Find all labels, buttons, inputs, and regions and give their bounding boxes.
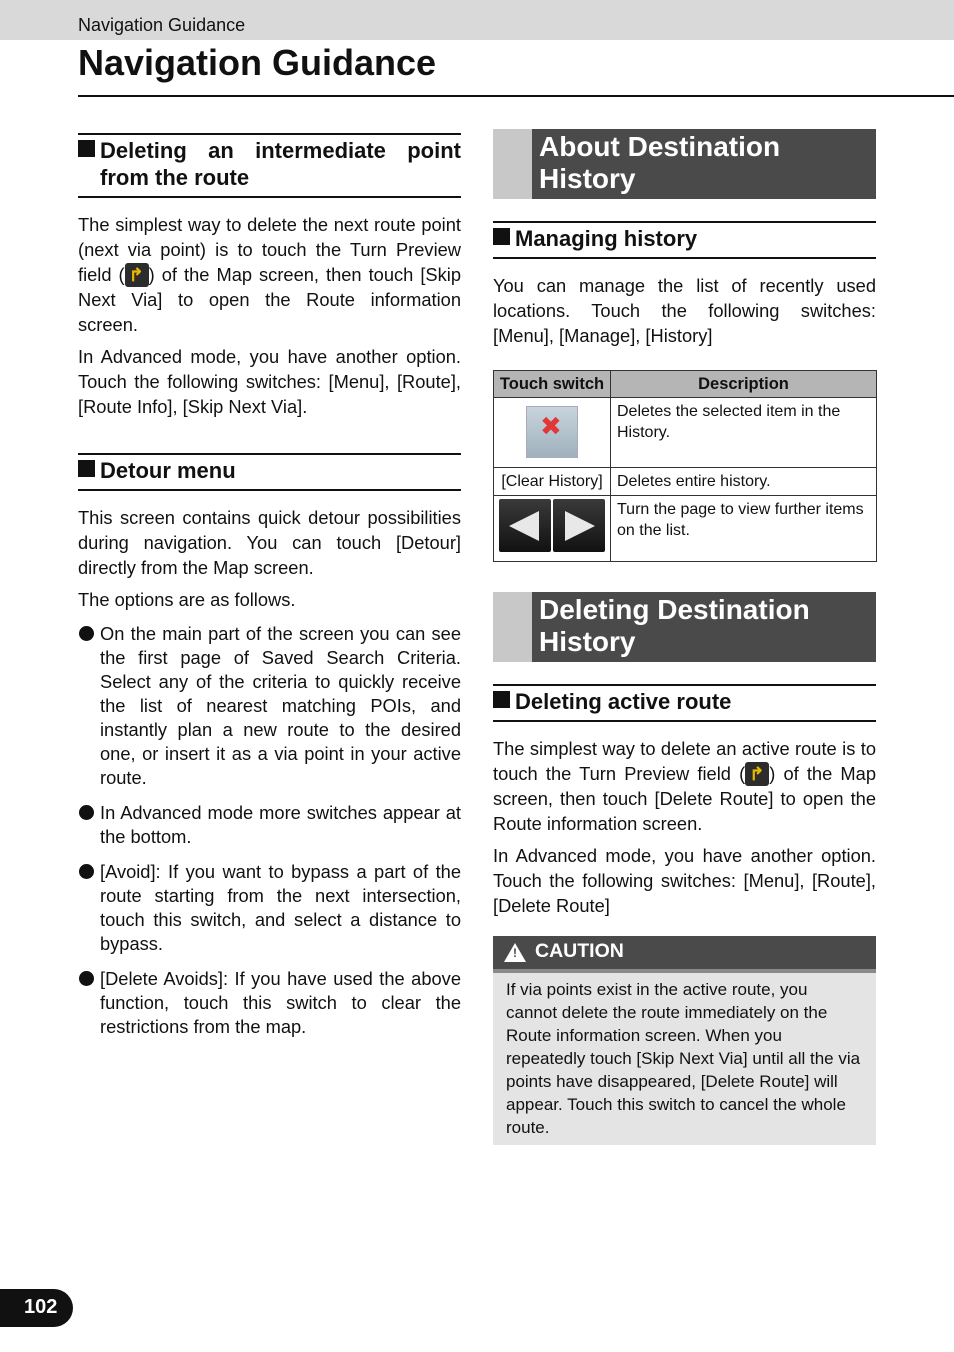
paragraph: In Advanced mode, you have another option. Touch the following switches: [Menu], [Route], [Delete Route] [493,845,876,916]
square-bullet-icon [78,140,95,157]
paragraph: You can manage the list of recently used locations. Touch the following switches: [Menu], [Manage], [History] [493,275,876,346]
detour-options-list [78,622,461,1039]
list-item: [Delete Avoids]: If you have used the above function, touch this switch to clear the restrictions from the map. [78,967,461,1039]
square-bullet-icon [493,228,510,245]
paragraph: The simplest way to delete an active route is to touch the Turn Preview field (↱ ) of the Map screen, then touch [Delete Route] to open the Route information screen. [493,736,876,836]
bullet-dot-icon [79,971,94,986]
table-header: Description [611,371,877,398]
table-row: [Clear History] Deletes entire history. [494,468,877,496]
title-rule [78,95,954,97]
left-column [78,133,461,1039]
turn-preview-icon [125,263,149,287]
square-bullet-icon [493,691,510,708]
table-row: ✖ Deletes the selected item in the History. [494,398,877,468]
page-number: 102 [0,1289,73,1327]
paragraph: The simplest way to delete the next route point (next via point) is to touch the Turn Preview field (↱ ) of the Map screen, then touch [Skip Next Via] to open the Route information screen. [78,212,461,337]
table-header: Touch switch [494,371,611,398]
paragraph: This screen contains quick detour possibilities during navigation. You can touch [Detour] directly from the Map screen. [78,507,461,578]
delete-x-icon [526,406,578,458]
page-title: Navigation Guidance [78,42,437,83]
arrow-right-icon [553,499,605,552]
table-row: Turn the page to view further items on the list. [494,496,877,562]
section-banner-about-history: About Destination History [493,129,876,199]
running-header [0,0,954,40]
list-item: [Avoid]: If you want to bypass a part of the route starting from the next intersection, touch this switch, and select a distance to bypass. [78,860,461,956]
bullet-dot-icon [79,805,94,820]
caution-label: CAUTION [535,940,624,962]
caution-text: If via points exist in the active route, you cannot delete the route immediately on the Route information screen. When you repeatedly touch [Skip Next Via] until all the via points have disappeared, [Delete Route] will appear. Touch this switch to cancel the whole route. [493,973,876,1145]
arrow-left-icon [499,499,551,552]
running-title: Navigation Guidance [78,15,246,35]
square-bullet-icon [78,460,95,477]
caution-box [493,936,876,1145]
right-column [493,129,876,1145]
section-heading-managing-history: Managing history [493,221,876,259]
paragraph: The options are as follows. [78,589,296,610]
touch-switch-table [493,370,877,562]
section-heading-detour-menu: Detour menu [78,453,461,491]
section-banner-deleting-history: Deleting Destination History [493,592,876,662]
section-heading-deleting-route: Deleting active route [493,684,876,722]
warning-triangle-icon [504,943,526,962]
section-heading-delete-intermediate: Deleting an intermediate point from the route [78,133,461,198]
turn-preview-icon [745,762,769,786]
paragraph: In Advanced mode, you have another option. Touch the following switches: [Menu], [Route], [Route Info], [Skip Next Via]. [78,346,461,417]
list-item: In Advanced mode more switches appear at the bottom. [78,801,461,849]
bullet-dot-icon [79,864,94,879]
bullet-dot-icon [79,626,94,641]
list-item: On the main part of the screen you can see the first page of Saved Search Criteria. Select any of the criteria to quickly receive the list of nearest matching POIs, and instantly plan a new route to the desired one, or insert it as a via point in your active route. [78,622,461,790]
